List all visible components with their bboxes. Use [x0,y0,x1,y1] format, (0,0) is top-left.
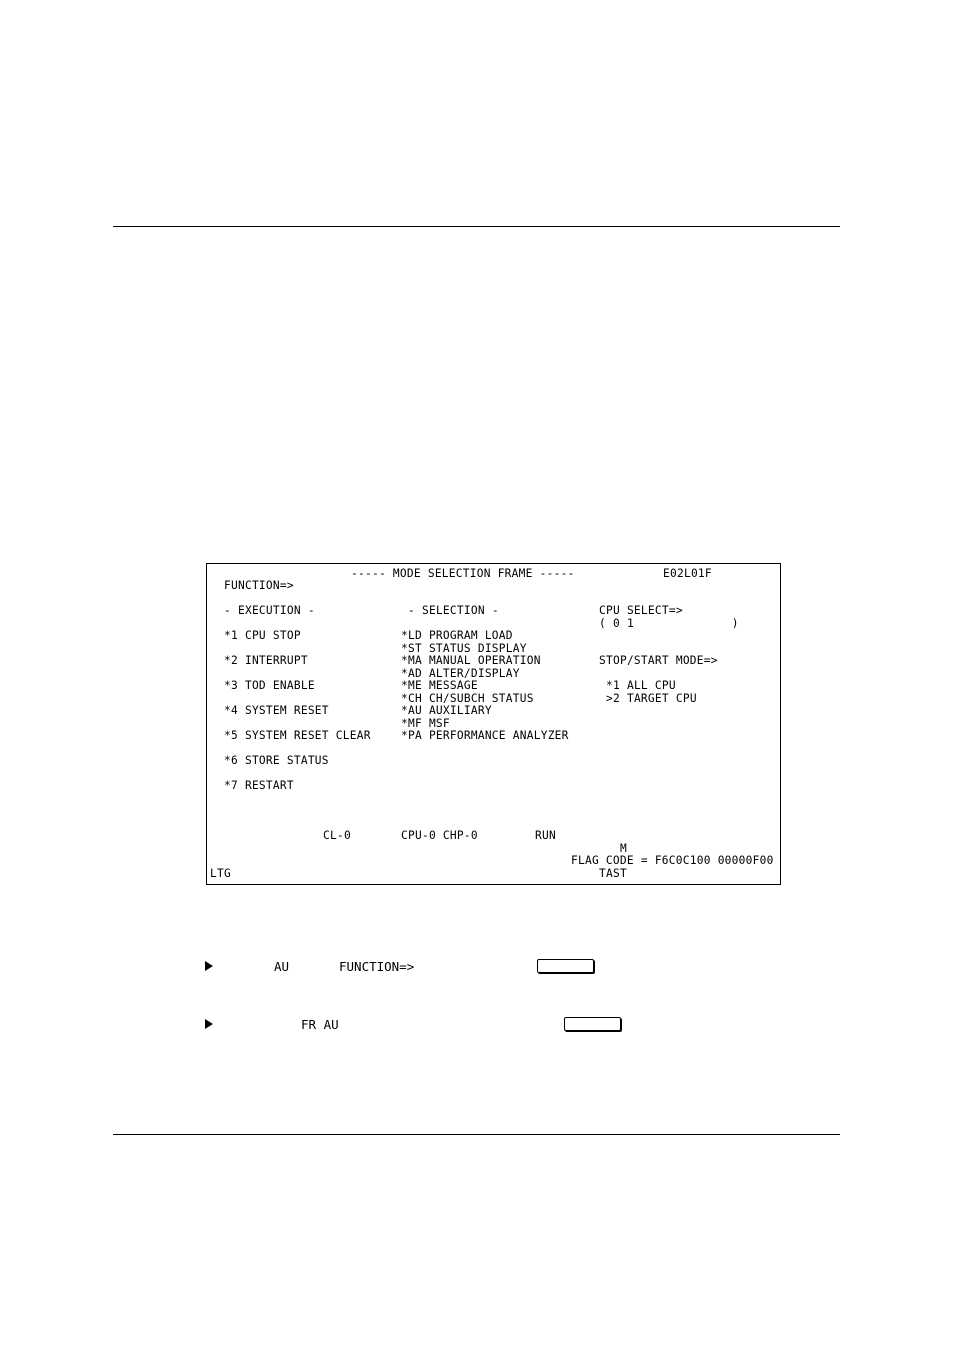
stop-start-mode-label: STOP/START MODE=> [599,654,718,667]
function-prompt[interactable]: FUNCTION=> [224,579,294,592]
instruction-1-target: FUNCTION=> [339,959,415,974]
bullet-arrow-icon [205,961,213,971]
stop-start-option-target-cpu[interactable]: >2 TARGET CPU [606,692,697,705]
status-cl: CL-0 [323,829,351,842]
cpu-select-value[interactable]: ( 0 1 ) [599,617,739,630]
execution-item-restart[interactable]: *7 RESTART [224,779,294,792]
selection-item-program-load[interactable]: *LD PROGRAM LOAD [401,629,513,642]
execution-item-system-reset-clear[interactable]: *5 SYSTEM RESET CLEAR [224,729,371,742]
execution-item-cpu-stop[interactable]: *1 CPU STOP [224,629,301,642]
execution-header: - EXECUTION - [224,604,315,617]
status-tast: TAST [599,867,627,880]
selection-item-msf[interactable]: *MF MSF [401,717,450,730]
instruction-2-code: FR AU [301,1017,339,1032]
selection-item-message[interactable]: *ME MESSAGE [401,679,478,692]
selection-item-auxiliary[interactable]: *AU AUXILIARY [401,704,492,717]
bottom-rule [113,1134,840,1135]
status-flag-code: FLAG CODE = F6C0C100 00000F00 [571,854,774,867]
stop-start-option-all-cpu[interactable]: *1 ALL CPU [606,679,676,692]
status-run: RUN [535,829,556,842]
screen-title: ----- MODE SELECTION FRAME ----- [351,567,575,580]
cpu-select-label: CPU SELECT=> [599,604,683,617]
selection-item-ch-subch-status[interactable]: *CH CH/SUBCH STATUS [401,692,534,705]
status-ltg: LTG [210,867,231,880]
instruction-1-code: AU [274,959,290,974]
selection-item-performance-analyzer[interactable]: *PA PERFORMANCE ANALYZER [401,729,569,742]
execution-item-interrupt[interactable]: *2 INTERRUPT [224,654,308,667]
status-cpu-chp: CPU-0 CHP-0 [401,829,478,842]
top-rule [113,226,840,227]
execution-item-store-status[interactable]: *6 STORE STATUS [224,754,329,767]
selection-item-manual-operation[interactable]: *MA MANUAL OPERATION [401,654,541,667]
execution-item-tod-enable[interactable]: *3 TOD ENABLE [224,679,315,692]
execution-item-system-reset[interactable]: *4 SYSTEM RESET [224,704,329,717]
selection-header: - SELECTION - [408,604,499,617]
status-m: M [620,842,627,855]
enter-key-icon [537,959,594,973]
selection-item-alter-display[interactable]: *AD ALTER/DISPLAY [401,667,520,680]
enter-key-icon [564,1017,621,1031]
bullet-arrow-icon [205,1019,213,1029]
frame-id: E02L01F [663,567,712,580]
selection-item-status-display[interactable]: *ST STATUS DISPLAY [401,642,527,655]
